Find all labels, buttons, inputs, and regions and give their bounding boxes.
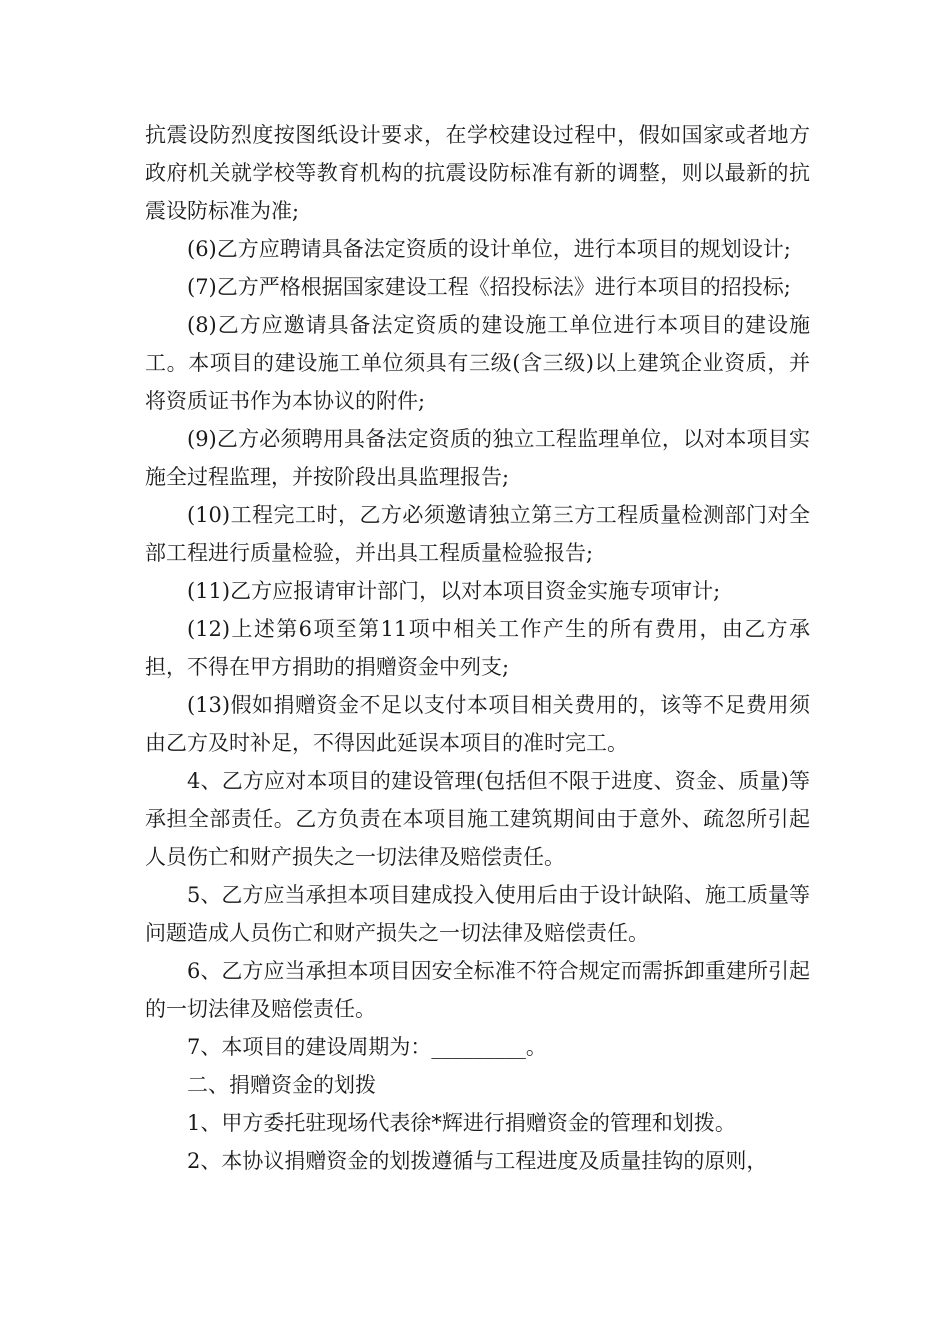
paragraph-item-10: (10)工程完工时，乙方必须邀请独立第三方工程质量检测部门对全部工程进行质量检验，并出具工程质量检验报告; [145,503,810,565]
paragraph-section2-clause-2: 2、本协议捐赠资金的划拨遵循与工程进度及质量挂钩的原则， [187,1149,768,1173]
paragraph-continued: 抗震设防烈度按图纸设计要求，在学校建设过程中，假如国家或者地方政府机关就学校等教育机构的抗震设防标准有新的调整，则以最新的抗震设防标准为准; [145,123,810,223]
paragraph-clause-4: 4、乙方应对本项目的建设管理(包括但不限于进度、资金、质量)等承担全部责任。乙方负责在本项目施工建筑期间由于意外、疏忽所引起人员伤亡和财产损失之一切法律及赔偿责任。 [145,769,810,869]
paragraph-item-9: (9)乙方必须聘用具备法定资质的独立工程监理单位，以对本项目实施全过程监理，并按阶段出具监理报告; [145,427,810,489]
paragraph-item-12: (12)上述第6项至第11项中相关工作产生的所有费用，由乙方承担，不得在甲方捐助的捐赠资金中列支; [145,617,810,679]
paragraph-item-13: (13)假如捐赠资金不足以支付本项目相关费用的，该等不足费用须由乙方及时补足，不得因此延误本项目的准时完工。 [145,693,810,755]
document-body [145,116,810,1180]
paragraph-clause-6: 6、乙方应当承担本项目因安全标准不符合规定而需拆卸重建所引起的一切法律及赔偿责任。 [145,959,810,1021]
paragraph-section2-clause-1: 1、甲方委托驻现场代表徐*辉进行捐赠资金的管理和划拨。 [187,1111,736,1135]
paragraph-clause-5: 5、乙方应当承担本项目建成投入使用后由于设计缺陷、施工质量等问题造成人员伤亡和财产损失之一切法律及赔偿责任。 [145,883,810,945]
paragraph-item-6: (6)乙方应聘请具备法定资质的设计单位，进行本项目的规划设计; [187,237,791,261]
section-heading-2: 二、捐赠资金的划拨 [187,1073,376,1097]
paragraph-clause-7: 7、本项目的建设周期为：_________。 [187,1035,547,1059]
paragraph-item-8: (8)乙方应邀请具备法定资质的建设施工单位进行本项目的建设施工。本项目的建设施工单位须具有三级(含三级)以上建筑企业资质，并将资质证书作为本协议的附件; [145,313,810,413]
paragraph-item-11: (11)乙方应报请审计部门，以对本项目资金实施专项审计; [187,579,721,603]
paragraph-item-7: (7)乙方严格根据国家建设工程《招投标法》进行本项目的招投标; [187,275,791,299]
